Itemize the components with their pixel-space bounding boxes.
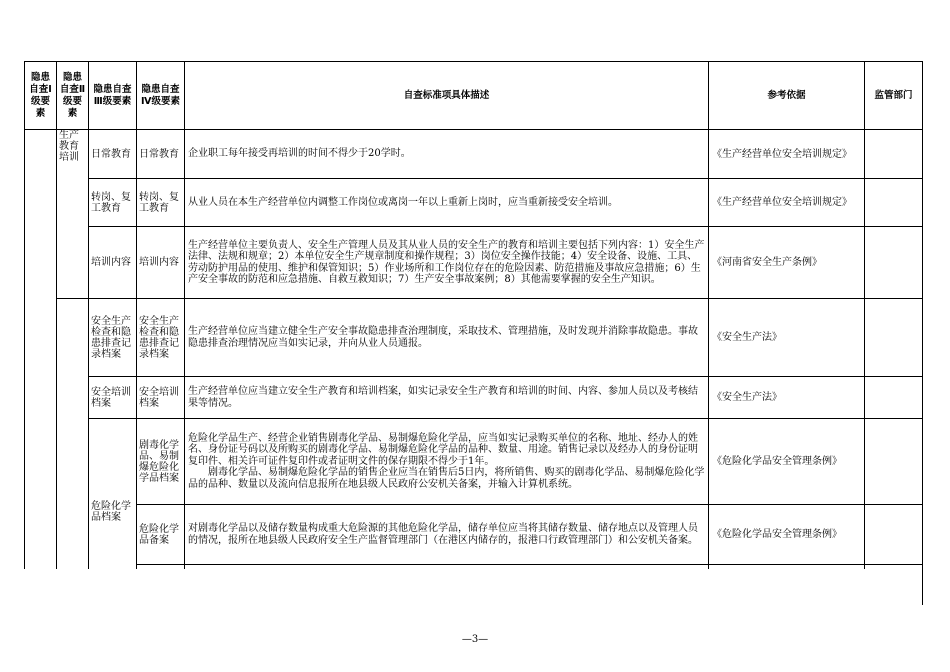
department-cell: [865, 377, 923, 419]
level3-cell: 安全生产检查和隐患排查记录档案: [89, 299, 137, 377]
header-department: 监管部门: [865, 62, 923, 130]
department-cell: [865, 505, 923, 565]
header-level3: 隐患自查Ⅲ级要素: [89, 62, 137, 130]
description-cell: 企业职工每年接受再培训的时间不得少于20学时。: [185, 130, 709, 179]
page-number: —3—: [461, 634, 489, 645]
level3-cell: 安全培训档案: [89, 377, 137, 419]
description-cell: 从业人员在本生产经营单位内调整工作岗位或离岗一年以上重新上岗时，应当重新接受安全培训。: [185, 179, 709, 227]
level3-cell: 培训内容: [89, 227, 137, 299]
page-break-area: [24, 569, 922, 609]
reference-cell: 《安全生产法》: [709, 299, 865, 377]
group-hazchem: 危险化学品档案: [89, 419, 137, 605]
department-cell: [865, 130, 923, 179]
level4-cell: 剧毒化学品、易制爆危险化学品档案: [137, 419, 185, 505]
description-paragraph: 危险化学品生产、经营企业销售剧毒化学品、易制爆危险化学品，应当如实记录购买单位的名称、地址、经办人的姓名、身份证号码以及所购买的剧毒化学品、易制爆危险化学品的品种、数量、用途。销售记录以及经办人的身份证明复印件、相关许可证件复印件或者证明文件的保存期限不得少于1年。: [188, 432, 698, 467]
description-cell: 生产经营单位应当建立安全生产教育和培训档案，如实记录安全生产教育和培训的时间、内容、参加人员以及考核结果等情况。: [185, 377, 709, 419]
department-cell: [865, 179, 923, 227]
description-cell: 生产经营单位主要负责人、安全生产管理人员及其从业人员的安全生产的教育和培训主要包括下列内容：1）安全生产法律、法规和规章；2）本单位安全生产规章制度和操作规程；3）岗位安全操作技能；4）安全设备、设施、工具、劳动防护用品的使用、维护和保管知识；5）作业场所和工作岗位存在的危险因素、防范措施及事故应急措施；6）生产安全事故的防范和应急措施、自救互救知识；7）生产安全事故案例；8）其他需要掌握的安全生产知识。: [185, 227, 709, 299]
department-cell: [865, 227, 923, 299]
table-row: [25, 299, 923, 377]
reference-cell: 《生产经营单位安全培训规定》: [709, 130, 865, 179]
description-cell: [185, 419, 709, 505]
header-level1: 隐患自查Ⅰ级要素: [25, 62, 57, 130]
header-description: 自查标准项具体描述: [185, 62, 709, 130]
group-training: 生产教育培训: [57, 130, 89, 299]
level4-cell: 危险化学品备案: [137, 505, 185, 565]
header-row: [25, 62, 923, 130]
description-paragraph: 剧毒化学品、易制爆危险化学品的销售企业应当在销售后5日内，将所销售、购买的剧毒化学品、易制爆危险化学品的品种、数量以及流向信息报所在地县级人民政府公安机关备案，并输入计算机系统。: [188, 467, 705, 490]
description-cell: 对剧毒化学品以及储存数量构成重大危险源的其他危险化学品，储存单位应当将其储存数量、储存地点以及管理人员的情况，报所在地县级人民政府安全生产监督管理部门（在港区内储存的，报港口行政管理部门）和公安机关备案。: [185, 505, 709, 565]
reference-cell: 《危险化学品安全管理条例》: [709, 505, 865, 565]
group-archive: [57, 299, 89, 605]
description-cell: 生产经营单位应当建立健全生产安全事故隐患排查治理制度，采取技术、管理措施，及时发现并消除事故隐患。事故隐患排查治理情况应当如实记录，并向从业人员通报。: [185, 299, 709, 377]
table-row: [25, 377, 923, 419]
table-row: [25, 227, 923, 299]
level1-cell: [25, 130, 57, 605]
inspection-table: [24, 61, 923, 605]
table-row: [25, 505, 923, 565]
table-row: [25, 130, 923, 179]
level4-cell: 培训内容: [137, 227, 185, 299]
reference-cell: 《生产经营单位安全培训规定》: [709, 179, 865, 227]
table-row: [25, 179, 923, 227]
department-cell: [865, 299, 923, 377]
reference-cell: 《河南省安全生产条例》: [709, 227, 865, 299]
level3-cell: 转岗、复工教育: [89, 179, 137, 227]
department-cell: [865, 419, 923, 505]
reference-cell: 《安全生产法》: [709, 377, 865, 419]
header-reference: 参考依据: [709, 62, 865, 130]
reference-cell: 《危险化学品安全管理条例》: [709, 419, 865, 505]
level4-cell: 安全培训档案: [137, 377, 185, 419]
level4-cell: 安全生产检查和隐患排查记录档案: [137, 299, 185, 377]
table-row: [25, 419, 923, 505]
header-level4: 隐患自查Ⅳ级要素: [137, 62, 185, 130]
level4-cell: 转岗、复工教育: [137, 179, 185, 227]
level3-cell: 日常教育: [89, 130, 137, 179]
level4-cell: 日常教育: [137, 130, 185, 179]
header-level2: 隐患自查Ⅱ级要素: [57, 62, 89, 130]
